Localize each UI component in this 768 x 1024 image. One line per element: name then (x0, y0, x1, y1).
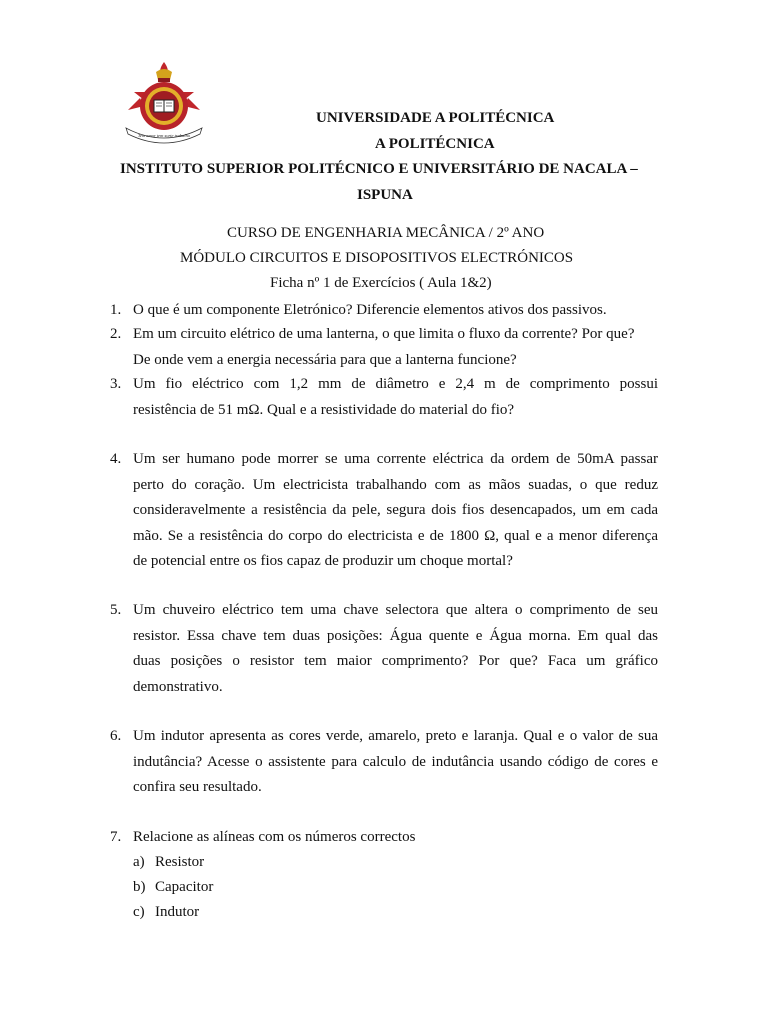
university-subname: A POLITÉCNICA (375, 136, 495, 152)
question-number: 4. (110, 451, 122, 467)
question-line: O que é um componente Eletrónico? Diferencie elementos ativos dos passivos. (133, 302, 607, 318)
question-line: consideravelmente a resistência da pele, segura dois fios desencapados, um em cada (133, 502, 658, 518)
subitem-letter: b) (133, 879, 146, 895)
question-line: De onde vem a energia necessária para que a lanterna funcione? (133, 351, 517, 368)
question-line: Relacione as alíneas com os números correctos (133, 829, 416, 845)
question-line: demonstrativo. (133, 678, 223, 695)
question-line: Um chuveiro eléctrico tem uma chave selectora que altera o comprimento de seu (133, 602, 658, 618)
question-line: resistência de 51 mΩ. Qual e a resistividade do material do fio? (133, 401, 515, 418)
svg-text:Tem amor tem sorte trabalho: Tem amor tem sorte trabalho (137, 133, 191, 138)
subitem-letter: a) (133, 854, 145, 870)
question-number: 7. (110, 829, 122, 845)
question-number: 6. (110, 728, 122, 744)
question-line: Um ser humano pode morrer se uma corrente eléctrica da ordem de 50mA passar (133, 451, 658, 467)
institute-name: INSTITUTO SUPERIOR POLITÉCNICO E UNIVERSITÁRIO DE NACALA – (120, 161, 638, 177)
subitem-b (133, 875, 213, 901)
question-line: Um fio eléctrico com 1,2 mm de diâmetro e 2,4 m de comprimento possui (133, 376, 658, 392)
question-number: 5. (110, 602, 122, 618)
question-number: 3. (110, 376, 122, 392)
subitem-letter: c) (133, 904, 145, 920)
question-line: mão. Se a resistência do corpo do electricista e de 1800 Ω, qual e a menor diferença (133, 527, 658, 544)
question-line: indutância? Acesse o assistente para calculo de indutância usando código de cores e (133, 753, 658, 770)
worksheet-title: Ficha nº 1 de Exercícios ( Aula 1&2) (270, 275, 492, 291)
question-number: 2. (110, 326, 122, 342)
subitem-text: Resistor (155, 854, 205, 870)
course-title: CURSO DE ENGENHARIA MECÂNICA / 2º ANO (227, 225, 545, 241)
question-number: 1. (110, 302, 122, 318)
university-seal-icon (118, 58, 210, 148)
institute-acronym: ISPUNA (357, 187, 413, 203)
subitem-text: Capacitor (155, 879, 214, 895)
question-line: perto do coração. Um electricista trabalhando com as mãos suadas, o que reduz (133, 476, 658, 493)
subitem-text: Indutor (155, 904, 200, 920)
question-line: Em um circuito elétrico de uma lanterna, o que limita o fluxo da corrente? Por que? (133, 326, 635, 342)
question-line: de potencial entre os fios capaz de produzir um choque mortal? (133, 553, 513, 569)
subitem-a (133, 850, 204, 876)
subitem-c (133, 900, 199, 926)
question-line: duas posições o resistor tem maior comprimento? Por que? Faca um gráfico (133, 653, 658, 669)
question-line: resistor. Essa chave tem duas posições: Água quente e Água morna. Em qual das (133, 627, 658, 644)
university-name: UNIVERSIDADE A POLITÉCNICA (316, 110, 555, 126)
question-line: confira seu resultado. (133, 779, 262, 795)
module-title: MÓDULO CIRCUITOS E DISOPOSITIVOS ELECTRÓNICOS (180, 250, 574, 266)
question-line: Um indutor apresenta as cores verde, amarelo, preto e laranja. Qual e o valor de sua (133, 728, 658, 744)
